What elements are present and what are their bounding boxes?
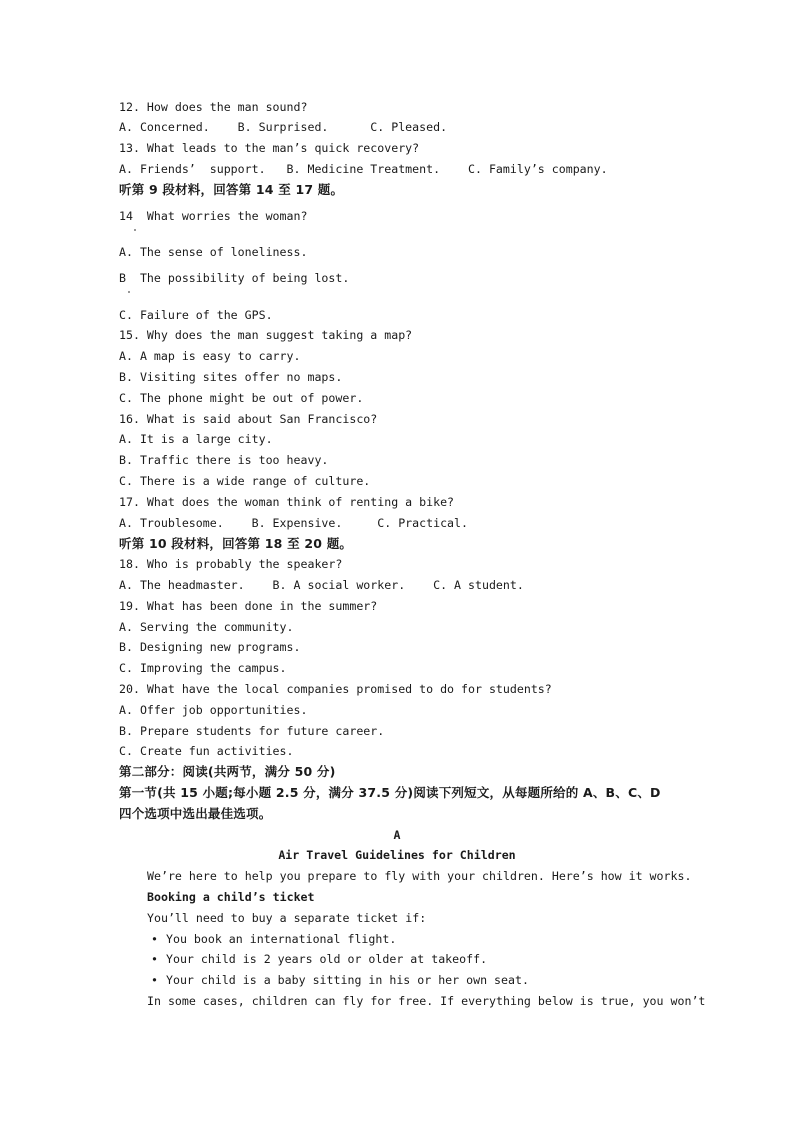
bullet-item: • You book an international flight. <box>151 932 397 946</box>
question-19: 19. What has been done in the summer? <box>119 599 378 613</box>
question-17: 17. What does the woman think of renting a bike? <box>119 495 455 509</box>
question-15-option-b: B. Visiting sites offer no maps. <box>119 370 343 384</box>
question-19-option-b: B. Designing new programs. <box>119 640 301 654</box>
question-18: 18. Who is probably the speaker? <box>119 557 343 571</box>
question-13-options: A. Friends’ support. B. Medicine Treatment. C. Family’s company. <box>119 162 608 176</box>
question-14: 14 What worries the woman? <box>119 209 308 223</box>
question-20-option-a: A. Offer job opportunities. <box>119 703 308 717</box>
passage-last-line: In some cases, children can fly for free. If everything below is true, you won’t <box>147 994 706 1008</box>
question-14-option-a: A. The sense of loneliness. <box>119 245 308 259</box>
question-16-option-b: B. Traffic there is too heavy. <box>119 453 329 467</box>
question-18-options: A. The headmaster. B. A social worker. C. A student. <box>119 578 524 592</box>
passage-intro: We’re here to help you prepare to fly with your children. Here’s how it works. <box>147 869 692 883</box>
passage-ticket-condition: You’ll need to buy a separate ticket if: <box>147 911 427 925</box>
question-15-option-c: C. The phone might be out of power. <box>119 391 364 405</box>
question-15: 15. Why does the man suggest taking a map? <box>119 328 413 342</box>
question-15-option-a: A. A map is easy to carry. <box>119 349 301 363</box>
bullet-item: • Your child is 2 years old or older at takeoff. <box>151 952 488 966</box>
question-13: 13. What leads to the man’s quick recovery? <box>119 141 420 155</box>
section-1-instruction-line-1: 第一节(共 15 小题;每小题 2.5 分，满分 37.5 分)阅读下列短文，从每题所给的 A、B、C、D <box>119 785 661 800</box>
question-19-option-a: A. Serving the community. <box>119 620 294 634</box>
stray-mark <box>128 291 130 293</box>
question-16-option-a: A. It is a large city. <box>119 432 273 446</box>
bullet-icon: • <box>151 932 158 946</box>
part-2-heading: 第二部分：阅读(共两节，满分 50 分) <box>119 764 336 779</box>
passage-subheading: Booking a child’s ticket <box>147 890 315 904</box>
question-20: 20. What have the local companies promised to do for students? <box>119 682 552 696</box>
section-9-instruction: 听第 9 段材料，回答第 14 至 17 题。 <box>119 182 344 197</box>
question-20-option-b: B. Prepare students for future career. <box>119 724 385 738</box>
bullet-icon: • <box>151 952 158 966</box>
bullet-icon: • <box>151 973 158 987</box>
stray-mark <box>134 229 136 231</box>
question-20-option-c: C. Create fun activities. <box>119 744 294 758</box>
question-19-option-c: C. Improving the campus. <box>119 661 287 675</box>
passage-letter: A <box>393 828 401 842</box>
question-14-option-b: B The possibility of being lost. <box>119 271 350 285</box>
question-16: 16. What is said about San Francisco? <box>119 412 378 426</box>
question-16-option-c: C. There is a wide range of culture. <box>119 474 371 488</box>
question-17-options: A. Troublesome. B. Expensive. C. Practical. <box>119 516 469 530</box>
section-10-instruction: 听第 10 段材料，回答第 18 至 20 题。 <box>119 536 353 551</box>
passage-title: Air Travel Guidelines for Children <box>278 848 516 862</box>
bullet-item: • Your child is a baby sitting in his or her own seat. <box>151 973 529 987</box>
question-14-option-c: C. Failure of the GPS. <box>119 308 273 322</box>
question-12-options: A. Concerned. B. Surprised. C. Pleased. <box>119 120 448 134</box>
question-12: 12. How does the man sound? <box>119 100 308 114</box>
section-1-instruction-line-2: 四个选项中选出最佳选项。 <box>119 806 272 821</box>
